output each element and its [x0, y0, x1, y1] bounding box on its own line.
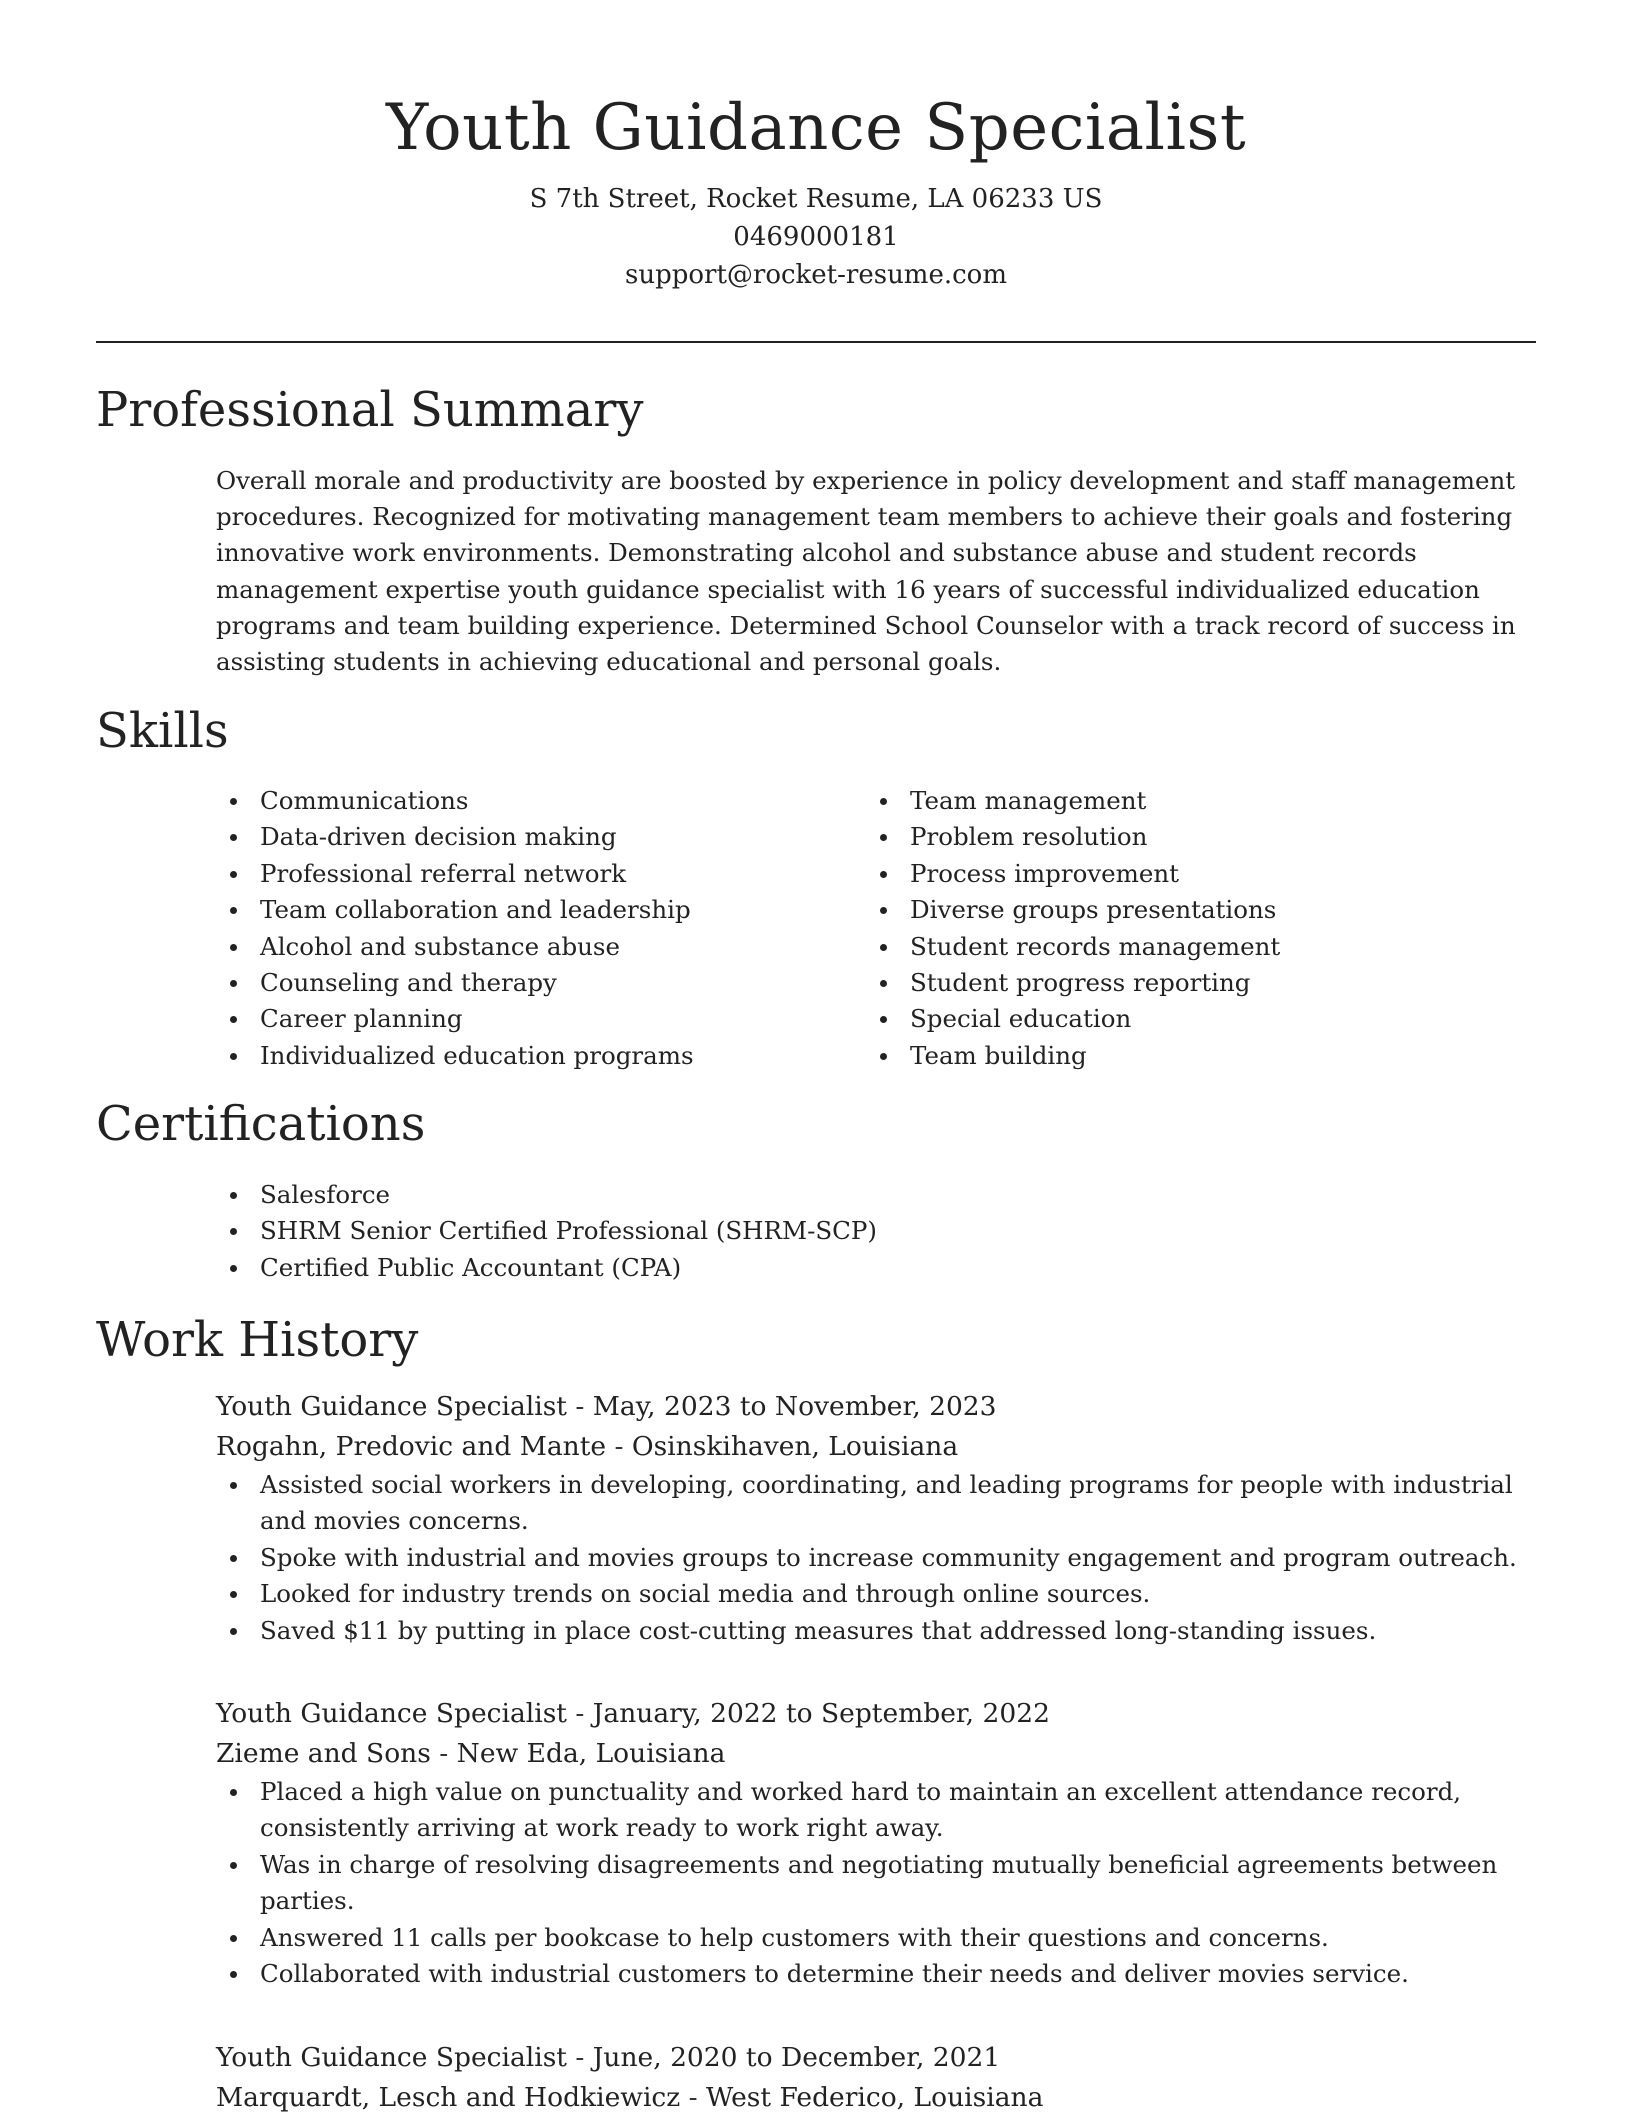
separator-dash: - [566, 2042, 593, 2073]
skill-item: Alcohol and substance abuse [216, 929, 836, 965]
skill-item: Student records management [866, 929, 1486, 965]
job-duty-item: Spoke with industrial and movies groups to increase community engagement and program outreach. [216, 1540, 1536, 1576]
certification-item: SHRM Senior Certified Professional (SHRM-SCP) [216, 1213, 1516, 1249]
summary-heading: Professional Summary [96, 382, 644, 438]
certifications-list [216, 1177, 1516, 1286]
skill-item: Team building [866, 1038, 1486, 1074]
resume-header [0, 0, 1632, 294]
certification-item: Certified Public Accountant (CPA) [216, 1250, 1516, 1286]
job-entry [216, 1387, 1536, 1649]
job-title: Youth Guidance Specialist [216, 1698, 567, 1729]
job-company: Zieme and Sons [216, 1738, 431, 1769]
contact-address: S 7th Street, Rocket Resume, LA 06233 US [529, 184, 1103, 214]
skill-item: Team management [866, 783, 1486, 819]
separator-dash: - [606, 1431, 632, 1462]
job-duty-item: Collaborated with industrial customers to determine their needs and deliver movies service. [216, 1956, 1536, 1992]
skill-item: Counseling and therapy [216, 965, 836, 1001]
work-history-heading: Work History [96, 1312, 419, 1368]
summary-text: Overall morale and productivity are boosted by experience in policy development and staff management procedures. Recognized for motivating management team members to achieve their goals and fostering innovative work environments. Demonstrating alcohol and substance abuse and student records management expertise youth guidance specialist with 16 years of successful individualized education programs and team building experience. Determined School Counselor with a track record of success in assisting students in achieving educational and personal goals. [216, 466, 1516, 677]
skill-item: Special education [866, 1001, 1486, 1037]
job-company: Rogahn, Predovic and Mante [216, 1431, 607, 1462]
job-company-line [216, 2078, 1536, 2118]
contact-phone: 0469000181 [733, 222, 899, 252]
separator-dash: - [566, 1698, 593, 1729]
skill-item: Student progress reporting [866, 965, 1486, 1001]
separator-dash: - [430, 1738, 457, 1769]
skill-item: Individualized education programs [216, 1038, 836, 1074]
job-location: New Eda, Louisiana [456, 1738, 726, 1769]
skill-item: Team collaboration and leadership [216, 892, 836, 928]
skills-heading: Skills [96, 703, 229, 759]
job-company-line [216, 1734, 1536, 1774]
skill-item: Professional referral network [216, 856, 836, 892]
job-company: Marquardt, Lesch and Hodkiewicz [216, 2082, 681, 2113]
contact-block [0, 180, 1632, 294]
job-title-line [216, 1694, 1536, 1734]
job-duty-item: Assisted social workers in developing, coordinating, and leading programs for people with industrial and movies concerns. [216, 1467, 1536, 1540]
skill-item: Data-driven decision making [216, 819, 836, 855]
certifications-heading: Certifications [96, 1096, 426, 1152]
skill-item: Process improvement [866, 856, 1486, 892]
job-duty-item: Looked for industry trends on social media and through online sources. [216, 1576, 1536, 1612]
separator-dash: - [566, 1391, 593, 1422]
job-dates: January, 2022 to September, 2022 [592, 1698, 1050, 1729]
job-duty-item: Placed a high value on punctuality and worked hard to maintain an excellent attendance record, consistently arriving at work ready to work right away. [216, 1774, 1536, 1847]
candidate-name: Youth Guidance Specialist [385, 91, 1247, 165]
header-divider [96, 341, 1536, 343]
job-duties-list [216, 1774, 1536, 1992]
skills-list-right [866, 783, 1486, 1074]
job-title-line [216, 2038, 1536, 2078]
job-entry [216, 2038, 1536, 2118]
skill-item: Problem resolution [866, 819, 1486, 855]
separator-dash: - [680, 2082, 707, 2113]
job-location: Osinskihaven, Louisiana [631, 1431, 959, 1462]
skill-item: Communications [216, 783, 836, 819]
job-dates: June, 2020 to December, 2021 [592, 2042, 1001, 2073]
job-title: Youth Guidance Specialist [216, 1391, 567, 1422]
job-title: Youth Guidance Specialist [216, 2042, 567, 2073]
contact-email: support@rocket-resume.com [624, 260, 1007, 290]
skill-item: Diverse groups presentations [866, 892, 1486, 928]
job-dates: May, 2023 to November, 2023 [592, 1391, 997, 1422]
job-entry [216, 1694, 1536, 1992]
job-title-line [216, 1387, 1536, 1427]
skills-list-left [216, 783, 836, 1074]
job-duty-item: Saved $11 by putting in place cost-cutting measures that addressed long-standing issues. [216, 1613, 1536, 1649]
certification-item: Salesforce [216, 1177, 1516, 1213]
skill-item: Career planning [216, 1001, 836, 1037]
job-duties-list [216, 1467, 1536, 1649]
job-duty-item: Answered 11 calls per bookcase to help customers with their questions and concerns. [216, 1920, 1536, 1956]
job-location: West Federico, Louisiana [706, 2082, 1044, 2113]
job-company-line [216, 1427, 1536, 1467]
job-duty-item: Was in charge of resolving disagreements and negotiating mutually beneficial agreements between parties. [216, 1847, 1536, 1920]
